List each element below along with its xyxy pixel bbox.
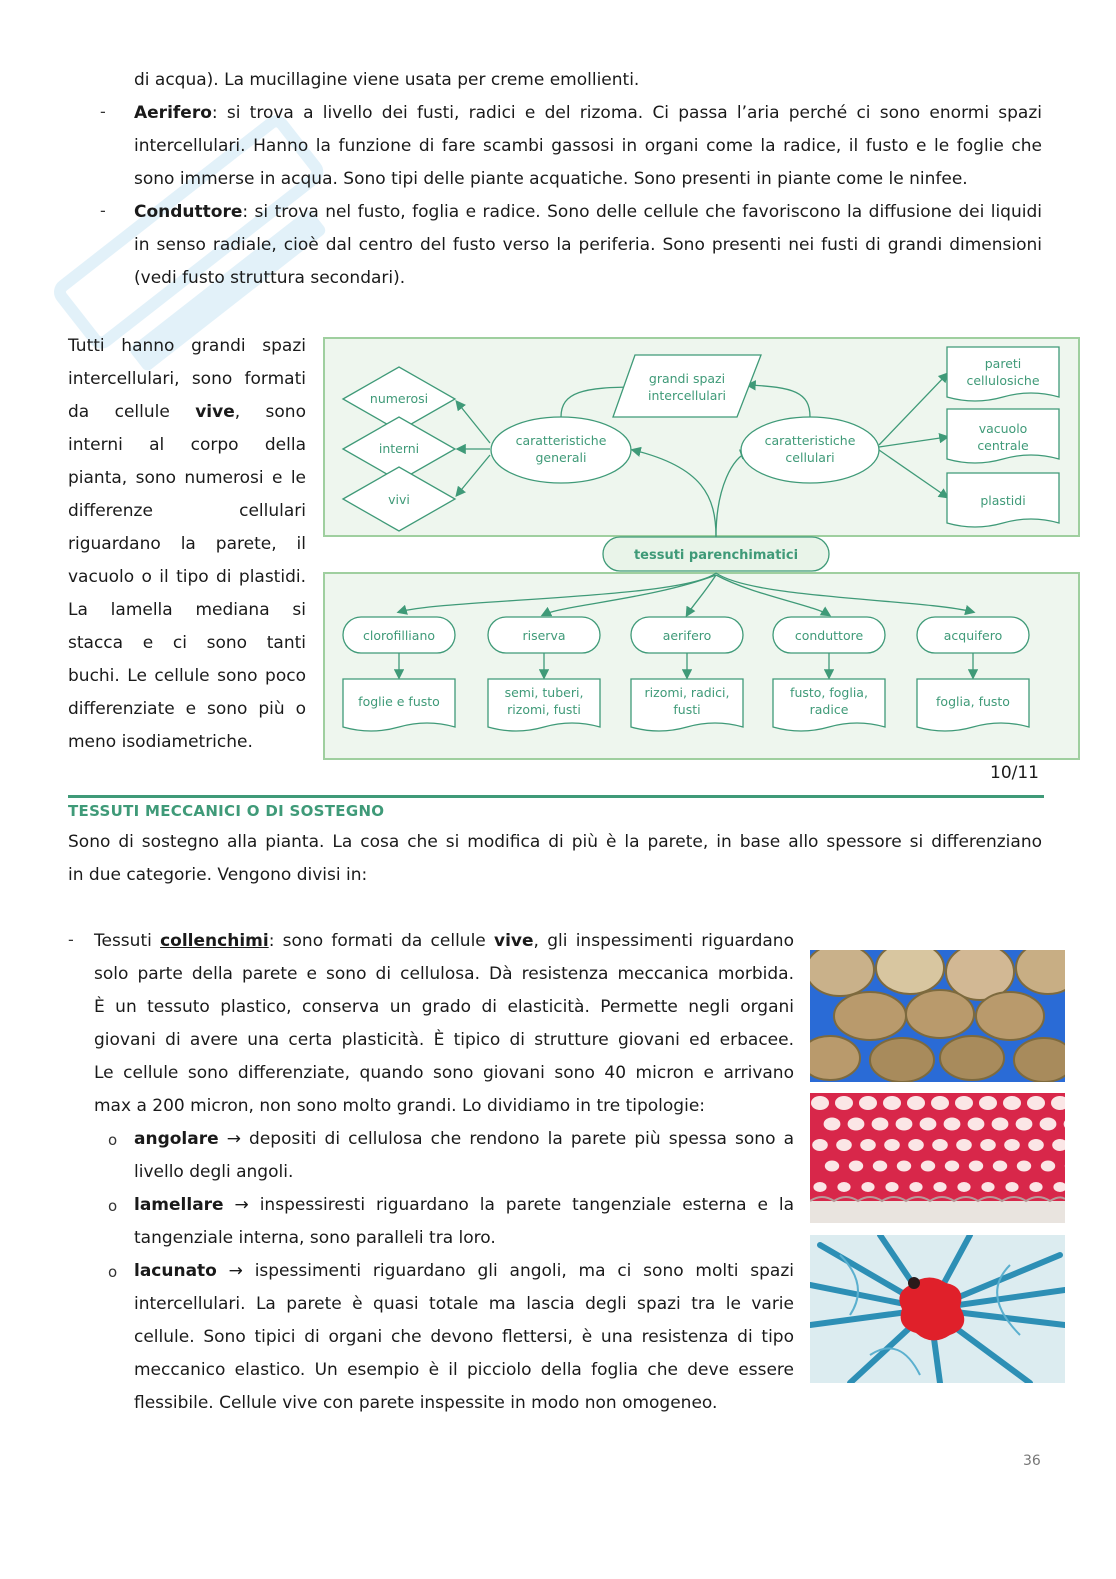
conduttore-bullet: -	[100, 201, 106, 220]
lamellare-line-2: tangenziale interna, sono paralleli tra loro.	[134, 1228, 496, 1248]
lamellare-line-1: lamellare → inspessiresti riguardano la parete tangenziale esterna e la	[134, 1195, 794, 1215]
collenchyma-lamellar-photo	[810, 1093, 1065, 1223]
aerifero-line-1: Aerifero: si trova a livello dei fusti, radici e del rizoma. Ci passa l’aria perché ci sono enormi spazi	[134, 103, 1042, 123]
collenchyma-lacunar-photo	[810, 1235, 1065, 1383]
location-label-1: rizomi, radici,	[644, 685, 730, 700]
angolare-line-2: livello degli angoli.	[134, 1162, 294, 1182]
general-label-1: caratteristiche	[515, 433, 607, 448]
collenchimi-line-4: giovani di avere una certa plasticità. È tipico di strutture giovani ed erbacee.	[94, 1030, 794, 1050]
conduttore-line-3: (vedi fusto struttura secondari).	[134, 268, 406, 288]
diamond-vivi-label: vivi	[388, 492, 410, 507]
collenchimi-line-3: È un tessuto plastico, conserva un grado di elasticità. Permette negli organi	[94, 997, 794, 1017]
center-label: tessuti parenchimatici	[633, 548, 799, 563]
spaces-label-2: intercellulari	[647, 388, 727, 403]
page-number: 36	[1023, 1453, 1041, 1469]
doc-vacuolo-label-1: vacuolo	[978, 421, 1028, 436]
collenchimi-line-5: Le cellule sono differenziate, quando sono giovani sono 40 micron e arrivano	[94, 1063, 794, 1083]
type-label: aerifero	[662, 628, 712, 643]
parenchyma-concept-map	[323, 337, 1081, 761]
lacunato-line-4: meccanico elastico. Un esempio è il picciolo della foglia che deve essere	[134, 1360, 794, 1380]
lacunato-line-2: intercellulari. La parete è quasi totale ma lascia degli spazi tra le varie	[134, 1294, 794, 1314]
location-label-2: radice	[809, 702, 849, 717]
type-label: conduttore	[794, 628, 864, 643]
lacunato-line-3: cellule. Sono tipici di organi che devono flettersi, è una resistenza di tipo	[134, 1327, 794, 1347]
doc-vacuolo-label-2: centrale	[977, 438, 1029, 453]
diamond-numerosi-label: numerosi	[369, 391, 429, 406]
collenchyma-angular-photo	[810, 950, 1065, 1082]
section-heading: TESSUTI MECCANICI O DI SOSTEGNO	[68, 802, 385, 820]
type-label: riserva	[522, 628, 566, 643]
lamellare-marker: o	[108, 1197, 118, 1215]
side-text-bold: vive	[195, 402, 235, 422]
location-label-2: fusti	[673, 702, 701, 717]
doc-plastidi-label: plastidi	[980, 493, 1026, 508]
conduttore-line-1: Conduttore: si trova nel fusto, foglia e radice. Sono delle cellule che favoriscono la diffusione dei liquidi	[134, 202, 1042, 222]
location-label-1: foglia, fusto	[936, 694, 1010, 709]
intro-line: di acqua). La mucillagine viene usata per creme emollienti.	[134, 70, 640, 90]
lamellare-term: lamellare	[134, 1195, 224, 1215]
spaces-label-1: grandi spazi	[648, 371, 726, 386]
cellular-label-1: caratteristiche	[764, 433, 856, 448]
location-label-1: foglie e fusto	[358, 694, 440, 709]
angolare-marker: o	[108, 1131, 118, 1149]
collenchimi-term: collenchimi	[160, 931, 269, 951]
doc-pareti-label-1: pareti	[984, 356, 1022, 371]
section-intro-1: Sono di sostegno alla pianta. La cosa che si modifica di più è la parete, in base allo spessore si differenziano	[68, 832, 1042, 852]
type-label: clorofilliano	[362, 628, 436, 643]
doc-vacuolo	[947, 409, 1059, 463]
aerifero-line-2: intercellulari. Hanno la funzione di fare scambi gassosi in organi come la radice, il fusto e le foglie che	[134, 136, 1042, 156]
lacunato-term: lacunato	[134, 1261, 217, 1281]
aerifero-term: Aerifero	[134, 103, 212, 123]
aerifero-bullet: -	[100, 102, 106, 121]
doc-pareti-label-2: cellulosiche	[966, 373, 1040, 388]
cellular-label-2: cellulari	[785, 450, 835, 465]
location-label-1: semi, tuberi,	[504, 685, 584, 700]
lacunato-marker: o	[108, 1263, 118, 1281]
section-intro-2: in due categorie. Vengono divisi in:	[68, 865, 368, 885]
diamond-interni-label: interni	[378, 441, 420, 456]
location-label-2: rizomi, fusti	[507, 702, 581, 717]
location-label-1: fusto, foglia,	[790, 685, 868, 700]
angolare-term: angolare	[134, 1129, 219, 1149]
collenchimi-bullet: -	[68, 930, 74, 949]
parenchyma-summary: Tutti hanno grandi spazi intercellulari, sono formati da cellule vive, sono interni al corpo della pianta, sono numerosi e le differenze cellulari riguardano la parete, il vacuolo o il tipo di plastidi. La lamella mediana si stacca e ci sono tanti buchi. Le cellule sono poco differenziate e sono più o meno isodiametriche.	[68, 336, 306, 752]
conduttore-line-2: in senso radiale, cioè dal centro del fusto verso la periferia. Sono presenti nei fusti di grandi dimensioni	[134, 235, 1042, 255]
collenchimi-line-2: solo parte della parete e sono di cellulosa. Dà resistenza meccanica morbida.	[94, 964, 794, 984]
lacunato-line-1: lacunato → ispessimenti riguardano gli angoli, ma ci sono molti spazi	[134, 1261, 794, 1281]
collenchimi-line-6: max a 200 micron, non sono molto grandi. Lo dividiamo in tre tipologie:	[94, 1096, 706, 1116]
lacunato-line-5: flessibile. Cellule vive con parete inspessite in modo non omogeneo.	[134, 1393, 718, 1413]
general-label-2: generali	[535, 450, 587, 465]
spaces-node	[613, 355, 761, 417]
angolare-line-1: angolare → depositi di cellulosa che rendono la parete più spessa sono a	[134, 1129, 794, 1149]
collenchimi-line-1: Tessuti collenchimi: sono formati da cellule vive, gli inspessimenti riguardano	[94, 931, 794, 951]
aerifero-line-3: sono immerse in acqua. Sono tipi delle piante acquatiche. Sono presenti in piante come le ninfee.	[134, 169, 968, 189]
section-divider	[68, 795, 1044, 798]
type-label: acquifero	[943, 628, 1003, 643]
page-counter: 10/11	[990, 763, 1039, 783]
lower-panel	[324, 573, 1079, 759]
conduttore-term: Conduttore	[134, 202, 243, 222]
